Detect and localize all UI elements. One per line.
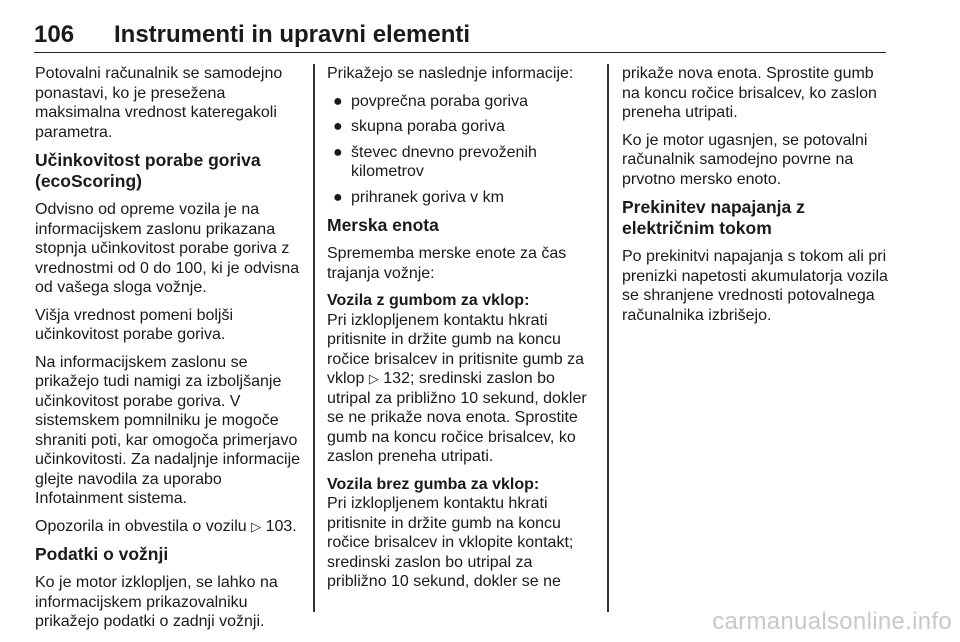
bullet-icon: ●	[333, 92, 343, 110]
list-item: ● prihranek goriva v km	[333, 188, 504, 206]
column-divider	[313, 64, 315, 612]
subheading: Vozila z gumbom za vklop:	[327, 292, 530, 309]
page-reference-arrow-icon: ▷	[368, 371, 379, 386]
paragraph-text: Pri izklopljenem kontaktu hkrati pritisnite in držite gumb na koncu ročice brisalcev in pritisnite gumb za vklop	[327, 311, 584, 387]
info-list	[327, 92, 593, 208]
watermark: carmanualsonline.info	[712, 608, 952, 635]
column-divider	[607, 64, 609, 612]
section-heading-power-interruption: Prekinitev napajanja z električnim tokom	[622, 197, 805, 238]
paragraph: Ko je motor izklopljen, se lahko na informacijskem prikazovalniku prikažejo podatki o zadnji vožnji.	[35, 574, 278, 630]
paragraph: Višja vrednost pomeni boljši učinkovitost porabe goriva.	[35, 306, 234, 343]
paragraph: Potovalni računalnik se samodejno ponastavi, ko je presežena maksimalna vrednost kateregakoli parametra.	[35, 65, 283, 141]
page-title: Instrumenti in upravni elementi	[114, 21, 471, 48]
paragraph: Na informacijskem zaslonu se prikažejo tudi namigi za izboljšanje učinkovitost porabe goriva. V sistemskem pomnilniku je mogoče shraniti poti, kar omogoča primerjavo učinkovitosti. Za nadaljnje informacije glejte navodila za uporabo Infotainment sistema.	[35, 353, 301, 507]
paragraph: Pri izklopljenem kontaktu hkrati pritisnite in držite gumb na koncu ročice brisalcev in vklopite kontakt; sredinski zaslon bo utripal za približno 10 sekund, dokler se ne	[327, 495, 574, 590]
subheading: Vozila brez gumba za vklop:	[327, 475, 540, 493]
paragraph-text: Opozorila in obvestila o vozilu	[35, 517, 247, 535]
paragraph: Odvisno od opreme vozila je na informacijskem zaslonu prikazana stopnja učinkovitost porabe goriva z vrednostmi od 0 do 100, ki je odvisna od vašega sloga vožnje.	[35, 201, 300, 296]
page-reference-link[interactable]: 132; sredinski zaslon bo utripal za približno 10 sekund, dokler se ne prikaže nova enota. Sprostite gumb na koncu ročice brisalcev, ko zaslon preneha utripati.	[327, 370, 587, 465]
paragraph: Prikažejo se naslednje informacije:	[327, 65, 574, 82]
bullet-icon: ●	[333, 118, 343, 135]
column-3	[622, 64, 890, 333]
section-heading-driving-data: Podatki o vožnji	[35, 544, 169, 564]
paragraph-with-reference	[327, 311, 593, 467]
paragraph: Ko je motor ugasnjen, se potovalni računalnik samodejno povrne na prvotno mersko enoto.	[622, 131, 868, 188]
page-reference-link[interactable]: 103.	[265, 517, 297, 535]
section-heading-ecoscoring: Učinkovitost porabe goriva (ecoScoring)	[35, 150, 261, 191]
list-item: ● povprečna poraba goriva	[333, 92, 529, 110]
paragraph: Sprememba merske enote za čas trajanja vožnje:	[327, 245, 567, 282]
paragraph: prikaže nova enota. Sprostite gumb na koncu ročice brisalcev, ko zaslon preneha utripati.	[622, 65, 877, 121]
column-2	[327, 64, 593, 600]
page-reference-arrow-icon: ▷	[251, 518, 262, 534]
list-item: ● števec dnevno prevoženih kilometrov	[333, 143, 537, 180]
bullet-icon: ●	[333, 143, 343, 161]
column-1	[35, 64, 300, 640]
paragraph: Po prekinitvi napajanja s tokom ali pri prenizki napetosti akumulatorja vozila se shranjene vrednosti potovalnega računalnika izbrišejo.	[622, 248, 888, 324]
bullet-icon: ●	[333, 188, 343, 206]
list-item: ● skupna poraba goriva	[333, 118, 505, 135]
section-heading-unit: Merska enota	[327, 215, 439, 235]
page-header	[34, 18, 886, 53]
paragraph-with-reference	[35, 517, 300, 537]
page-number: 106	[34, 21, 75, 48]
